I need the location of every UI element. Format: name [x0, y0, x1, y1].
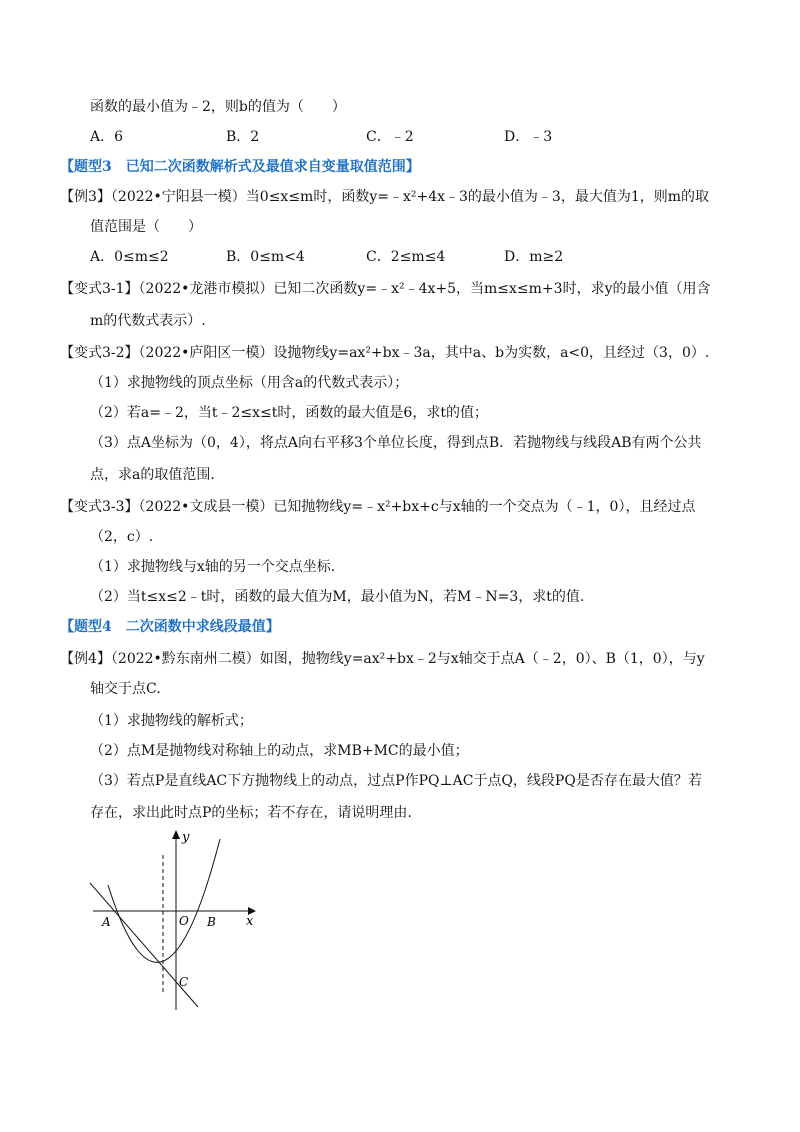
example-4-text-cont: 轴交于点C. [90, 681, 161, 697]
option-c: C．﹣2 [366, 129, 414, 145]
variant-3-2-part-3-cont: 点，求a的取值范围. [90, 467, 215, 483]
variant-3-2-part-3: （3）点A坐标为（0，4），将点A向右平移3个单位长度，得到点B．若抛物线与线段AB有两个公共 [90, 435, 702, 451]
option-a: A．6 [90, 129, 124, 145]
x-axis-label: x [246, 914, 254, 929]
example-4-part-1: （1）求抛物线的解析式； [90, 713, 253, 729]
y-axis-label: y [182, 830, 190, 845]
option-b: B．2 [226, 129, 260, 145]
origin-label: O [179, 914, 189, 928]
variant-3-3-part-1: （1）求抛物线与x轴的另一个交点坐标. [90, 559, 336, 575]
section-heading-4: 【题型4 二次函数中求线段最值】 [60, 619, 280, 635]
variant-3-3-part-2: （2）当t≤x≤2﹣t时，函数的最大值为M，最小值为N，若M﹣N=3，求t的值. [90, 589, 585, 605]
example-3-text: 【例3】（2022•宁阳县一模）当0≤x≤m时，函数y=﹣x²+4x﹣3的最小值为﹣3，最大值为1，则m的取 [60, 189, 710, 205]
variant-3-3-text: 【变式3-3】（2022•文成县一模）已知抛物线y=﹣x²+bx+c与x轴的一个交点为（﹣1，0），且经过点 [60, 499, 696, 515]
variant-3-1-text-cont: m的代数式表示）. [90, 313, 206, 329]
variant-3-2-part-1: （1）求抛物线的顶点坐标（用含a的代数式表示）； [90, 375, 409, 391]
variant-3-2-text: 【变式3-2】（2022•庐阳区一模）设抛物线y=ax²+bx﹣3a，其中a、b为实数，a<0，且经过（3，0）. [60, 345, 710, 361]
point-c-label: C [179, 975, 189, 989]
parabola-figure [88, 825, 268, 1015]
variant-3-1-text: 【变式3-1】（2022•龙港市模拟）已知二次函数y=﹣x²﹣4x+5，当m≤x≤m+3时，求y的最小值（用含 [60, 281, 711, 297]
variant-3-2-part-2: （2）若a=﹣2，当t﹣2≤x≤t时，函数的最大值是6，求t的值； [90, 405, 488, 421]
question-text-line: 函数的最小值为﹣2，则b的值为（ ） [90, 99, 346, 115]
example-3-text-cont: 值范围是（ ） [90, 219, 202, 235]
option-a: A．0≤m≤2 [90, 249, 169, 265]
example-4-text: 【例4】（2022•黔东南州二模）如图，抛物线y=ax²+bx﹣2与x轴交于点A（﹣2，0）、B（1，0），与y [60, 651, 705, 667]
y-axis-arrow-icon [172, 830, 180, 839]
option-c: C．2≤m≤4 [366, 249, 446, 265]
section-heading-3: 【题型3 已知二次函数解析式及最值求自变量取值范围】 [60, 159, 420, 175]
option-d: D．﹣3 [504, 129, 553, 145]
option-b: B．0≤m<4 [226, 249, 305, 265]
example-4-part-2: （2）点M是抛物线对称轴上的动点，求MB+MC的最小值； [90, 743, 469, 759]
variant-3-3-text-cont: （2，c）. [90, 529, 154, 545]
point-b-label: B [207, 915, 216, 929]
parabola-curve [108, 839, 220, 962]
point-a-label: A [102, 915, 111, 929]
option-d: D．m≥2 [504, 249, 564, 265]
example-4-part-3-cont: 存在，求出此时点P的坐标；若不存在，请说明理由. [90, 805, 412, 821]
example-4-part-3: （3）若点P是直线AC下方抛物线上的动点，过点P作PQ⊥AC于点Q，线段PQ是否存在最大值？若 [90, 773, 702, 789]
